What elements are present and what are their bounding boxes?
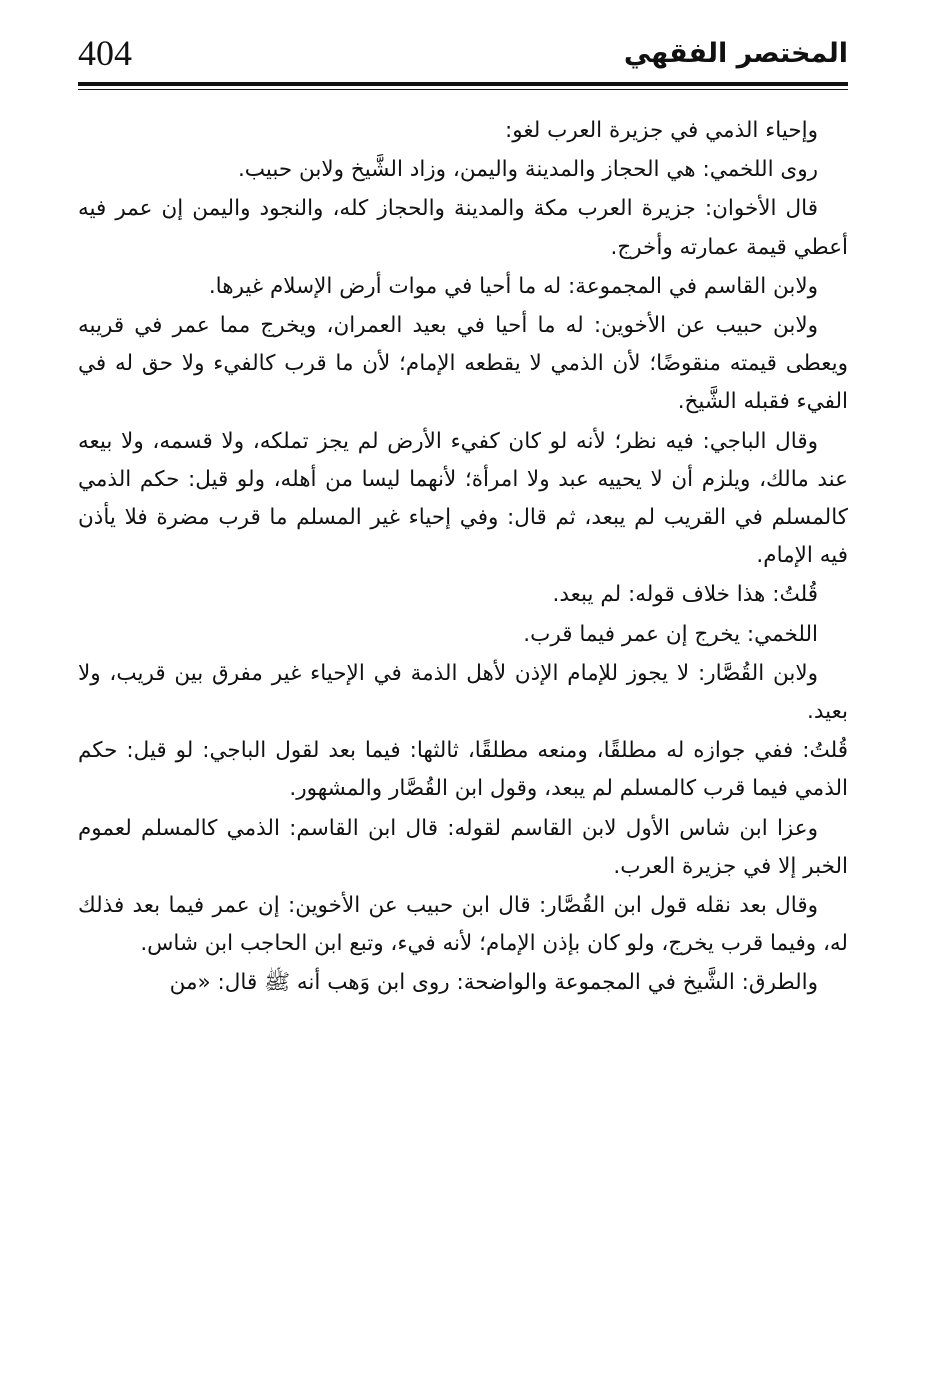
paragraph: قال الأخوان: جزيرة العرب مكة والمدينة والحجاز كله، والنجود واليمن إن عمر فيه أعطي قيمة عمارته وأخرج. [78,196,848,260]
paragraph: ولابن حبيب عن الأخوين: له ما أحيا في بعيد العمران، ويخرج مما عمر في قريبه ويعطى قيمته منقوضًا؛ لأن الذمي لا يقطعه الإمام؛ لأن ما قرب كالفيء ولا حق له في الفيء فقبله الشَّيخ. [78,313,848,415]
paragraph: وإحياء الذمي في جزيرة العرب لغو: [505,118,818,143]
paragraph: ولابن القُصَّار: لا يجوز للإمام الإذن لأهل الذمة في الإحياء غير مفرق بين قريب، ولا بعيد. [78,660,848,725]
paragraph: والطرق: الشَّيخ في المجموعة والواضحة: روى ابن وَهب أنه ﷺ قال: «من [169,970,818,996]
header-rule [78,82,848,86]
paragraph: ولابن القاسم في المجموعة: له ما أحيا في موات أرض الإسلام غيرها. [208,273,818,299]
paragraph: قُلتُ: هذا خلاف قوله: لم يبعد. [552,582,818,608]
paragraph: قُلتُ: ففي جوازه له مطلقًا، ومنعه مطلقًا، ثالثها: فيما بعد لقول الباجي: لو قيل: حكم الذمي فيما قرب كالمسلم لم يبعد، وقول ابن القُصَّار والمشهور. [78,738,848,802]
body-text [78,112,848,1004]
paragraph: اللخمي: يخرج إن عمر فيما قرب. [523,621,818,647]
paragraph: وقال الباجي: فيه نظر؛ لأنه لو كان كفيء الأرض لم يجز تملكه، ولا قسمه، ولا بيعه عند مالك، ويلزم أن لا يحييه عبد ولا امرأة؛ لأنهما ليسا من أهله، ولو قيل: حكم الذمي كالمسلم في القريب لم يبعد، ثم قال: وفي إحياء غير المسلم ما قرب مضرة فلا يأذن فيه الإمام. [78,428,848,569]
paragraph: روى اللخمي: هي الحجاز والمدينة واليمن، وزاد الشَّيخ ولابن حبيب. [237,157,818,183]
paragraph: وقال بعد نقله قول ابن القُصَّار: قال ابن حبيب عن الأخوين: إن عمر فيما بعد فذلك له، وفيما قرب يخرج، ولو كان بإذن الإمام؛ لأنه فيء، وتبع ابن الحاجب ابن شاس. [78,893,848,957]
page-number: 404 [78,33,132,73]
running-title: المختصر الفقهي [623,38,848,69]
page-header [78,30,848,82]
header-rule-thin [78,89,848,90]
paragraph: وعزا ابن شاس الأول لابن القاسم لقوله: قال ابن القاسم: الذمي كالمسلم لعموم الخبر إلا في جزيرة العرب. [78,815,848,879]
